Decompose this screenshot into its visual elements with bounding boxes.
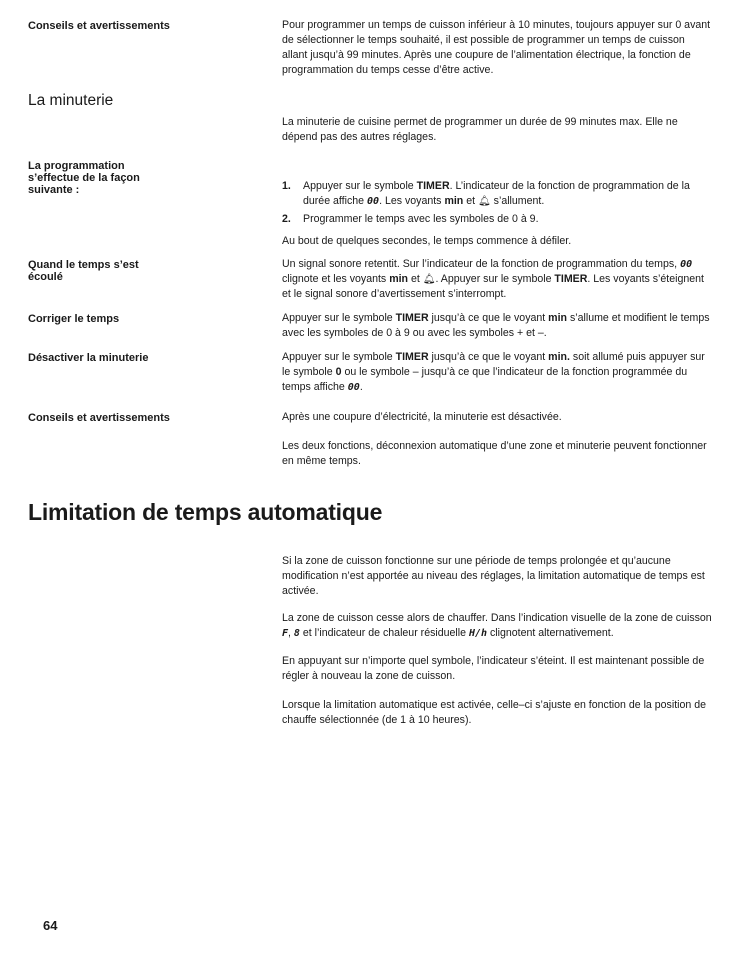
label-deactivate: Désactiver la minuterie (28, 352, 149, 364)
tips-2-p2: Les deux fonctions, déconnexion automatique d’une zone et minuterie peuvent fonctionner en même temps. (282, 440, 707, 467)
display-symbol-f: F (282, 628, 289, 639)
step-1-number: 1. (282, 180, 291, 192)
display-symbol: 00 (680, 259, 693, 270)
label-correct: Corriger le temps (28, 313, 120, 325)
display-symbol-8: 8 (293, 628, 300, 639)
display-symbol-h: H/h (468, 628, 488, 639)
step-2-number: 2. (282, 213, 291, 225)
steps-list (282, 179, 712, 230)
deactivate-body: Appuyer sur le symbole TIMER jusqu’à ce que le voyant min. soit allumé puis appuyer sur le symbole 0 ou le symbole – jusqu’à ce que l’indicateur de la fonction programmée du temps affiche 00. (282, 351, 705, 393)
limitation-p3: En appuyant sur n’importe quel symbole, l’indicateur s’éteint. Il est maintenant possible de régler à nouveau la zone de cuisson. (282, 655, 705, 682)
elapsed-body: Un signal sonore retentit. Sur l’indicateur de la fonction de programmation du temps, 00 clignote et les voyants min et 🔔︎. Appuyer sur le symbole TIMER. Les voyants s’éteignent et le signal sonore d’avertissement s’interrompt. (282, 258, 704, 300)
label-tips-2: Conseils et avertissements (28, 412, 170, 424)
tips-1-body: Pour programmer un temps de cuisson inférieur à 10 minutes, toujours appuyer sur 0 avant de sélectionner le temps souhaité, il est possible de programmer un temps de cuisson allant jusqu’à 99 minutes. Après une coupure de l’alimentation électrique, la fonction de programmation du temps cesse d’être active. (282, 19, 711, 76)
page-number: 64 (43, 918, 58, 933)
bell-icon: 🔔︎ (478, 196, 491, 207)
step-2: 2. Programmer le temps avec les symboles de 0 à 9. (282, 213, 539, 225)
label-tips-1: Conseils et avertissements (28, 20, 170, 32)
limitation-p4: Lorsque la limitation automatique est activée, celle–ci s’ajuste en fonction de la position de chauffe sélectionnée (de 1 à 10 heures). (282, 699, 707, 726)
tips-2-p1: Après une coupure d’électricité, la minuterie est désactivée. (282, 411, 562, 423)
heading-limitation: Limitation de temps automatique (28, 499, 383, 525)
step-1: 1. Appuyer sur le symbole TIMER. L’indicateur de la fonction de programmation de la durée affiche 00. Les voyants min et 🔔︎ s’allument. (282, 180, 690, 207)
correct-body: Appuyer sur le symbole TIMER jusqu’à ce que le voyant min s’allume et modifient le temps avec les symboles de 0 à 9 ou avec les symboles + et –. (282, 312, 710, 339)
heading-timer: La minuterie (28, 92, 114, 109)
display-symbol: 00 (347, 382, 360, 393)
after-steps: Au bout de quelques secondes, le temps commence à défiler. (282, 235, 572, 247)
display-symbol: 00 (367, 196, 380, 207)
bell-icon: 🔔︎ (422, 274, 436, 285)
timer-intro: La minuterie de cuisine permet de programmer un durée de 99 minutes max. Elle ne dépend pas des autres réglages. (282, 116, 678, 143)
limitation-p2: La zone de cuisson cesse alors de chauffer. Dans l’indication visuelle de la zone de cuisson F, 8 et l’indicateur de chaleur résiduelle H/h clignotent alternativement. (282, 612, 712, 639)
limitation-p1: Si la zone de cuisson fonctionne sur une période de temps prolongée et qu’aucune modification n’est apportée au niveau des réglages, la limitation automatique de temps est activée. (282, 555, 705, 597)
label-elapsed: Quand le temps s’est écoulé (28, 259, 139, 283)
label-programming: La programmation s’effectue de la façon suivante : (28, 160, 140, 196)
